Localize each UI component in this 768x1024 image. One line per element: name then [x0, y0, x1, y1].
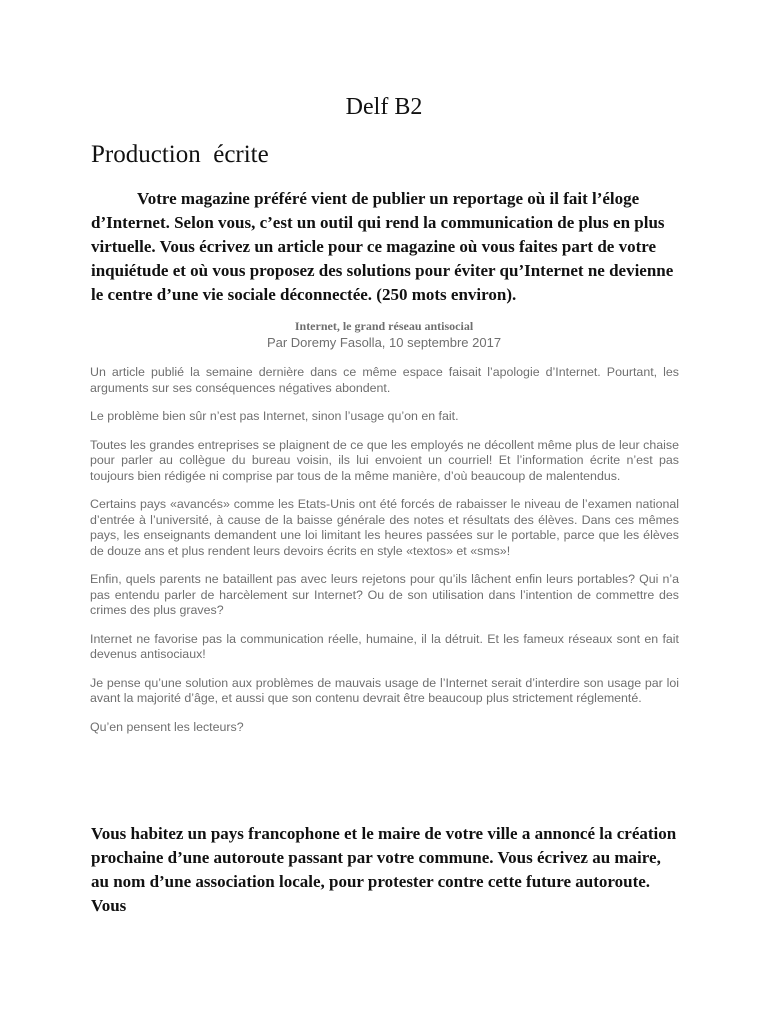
article-byline: Par Doremy Fasolla, 10 septembre 2017 [266, 335, 502, 350]
article-title: Internet, le grand réseau antisocial [294, 319, 474, 333]
writing-prompt-2: Vous habitez un pays francophone et le maire de votre ville a annoncé la création prochaine d’une autoroute passant par votre commune. Vous écrivez au maire, au nom d’une association locale, pour protester contre cette future autoroute. Vous [91, 824, 677, 915]
article-paragraph: Internet ne favorise pas la communication réelle, humaine, il la détruit. Et les fameux réseaux sont en fait devenus antisociaux! [90, 631, 679, 661]
document-title: Delf B2 [345, 94, 423, 120]
section-title: Production écrite [91, 141, 269, 168]
article-paragraph: Je pense qu’une solution aux problèmes de mauvais usage de l’Internet serait d’interdire son usage par loi avant la majorité d’âge, et aussi que son contenu devrait être beaucoup plus strictement réglementé. [90, 675, 679, 705]
writing-prompt-1: Votre magazine préféré vient de publier un reportage où il fait l’éloge d’Internet. Selon vous, c’est un outil qui rend la communication de plus en plus virtuelle. Vous écrivez un article pour ce magazine où vous faites part de votre inquiétude et où vous proposez des solutions pour éviter qu’Internet ne devienne le centre d’une vie sociale déconnectée. (250 mots environ). [91, 189, 674, 304]
article-paragraph: Enfin, quels parents ne bataillent pas avec leurs rejetons pour qu’ils lâchent enfin leurs portables? Qui n’a pas entendu parler de harcèlement sur Internet? Ou de son utilisation dans l’intention de commettre des crimes des plus graves? [90, 572, 679, 617]
article-paragraph: Qu’en pensent les lecteurs? [90, 719, 244, 734]
article-paragraph: Un article publié la semaine dernière dans ce même espace faisait l’apologie d’Internet. Pourtant, les arguments sur ses conséquences négatives abondent. [90, 365, 679, 395]
article-body [90, 365, 679, 748]
article-paragraph: Le problème bien sûr n’est pas Internet, sinon l’usage qu’on en fait. [90, 409, 459, 423]
article-paragraph: Toutes les grandes entreprises se plaignent de ce que les employés ne décollent même plus de leur chaise pour parler au collègue du bureau voisin, ils lui envoient un courriel! Et l’information écrite n’est pas toujours bien rédigée ni comprise par tous de la même manière, d’où beaucoup de malentendus. [90, 437, 679, 483]
article-paragraph: Certains pays «avancés» comme les Etats-Unis ont été forcés de rabaisser le niveau de l’examen national d’entrée à l’université, à cause de la baisse générale des notes et résultats des élèves. Dans ces mêmes pays, les enseignants demandent une loi limitant les heures passées sur le portable, parce que les élèves de douze ans et plus rendent leurs devoirs écrits en style «textos» et «sms»! [90, 497, 679, 558]
